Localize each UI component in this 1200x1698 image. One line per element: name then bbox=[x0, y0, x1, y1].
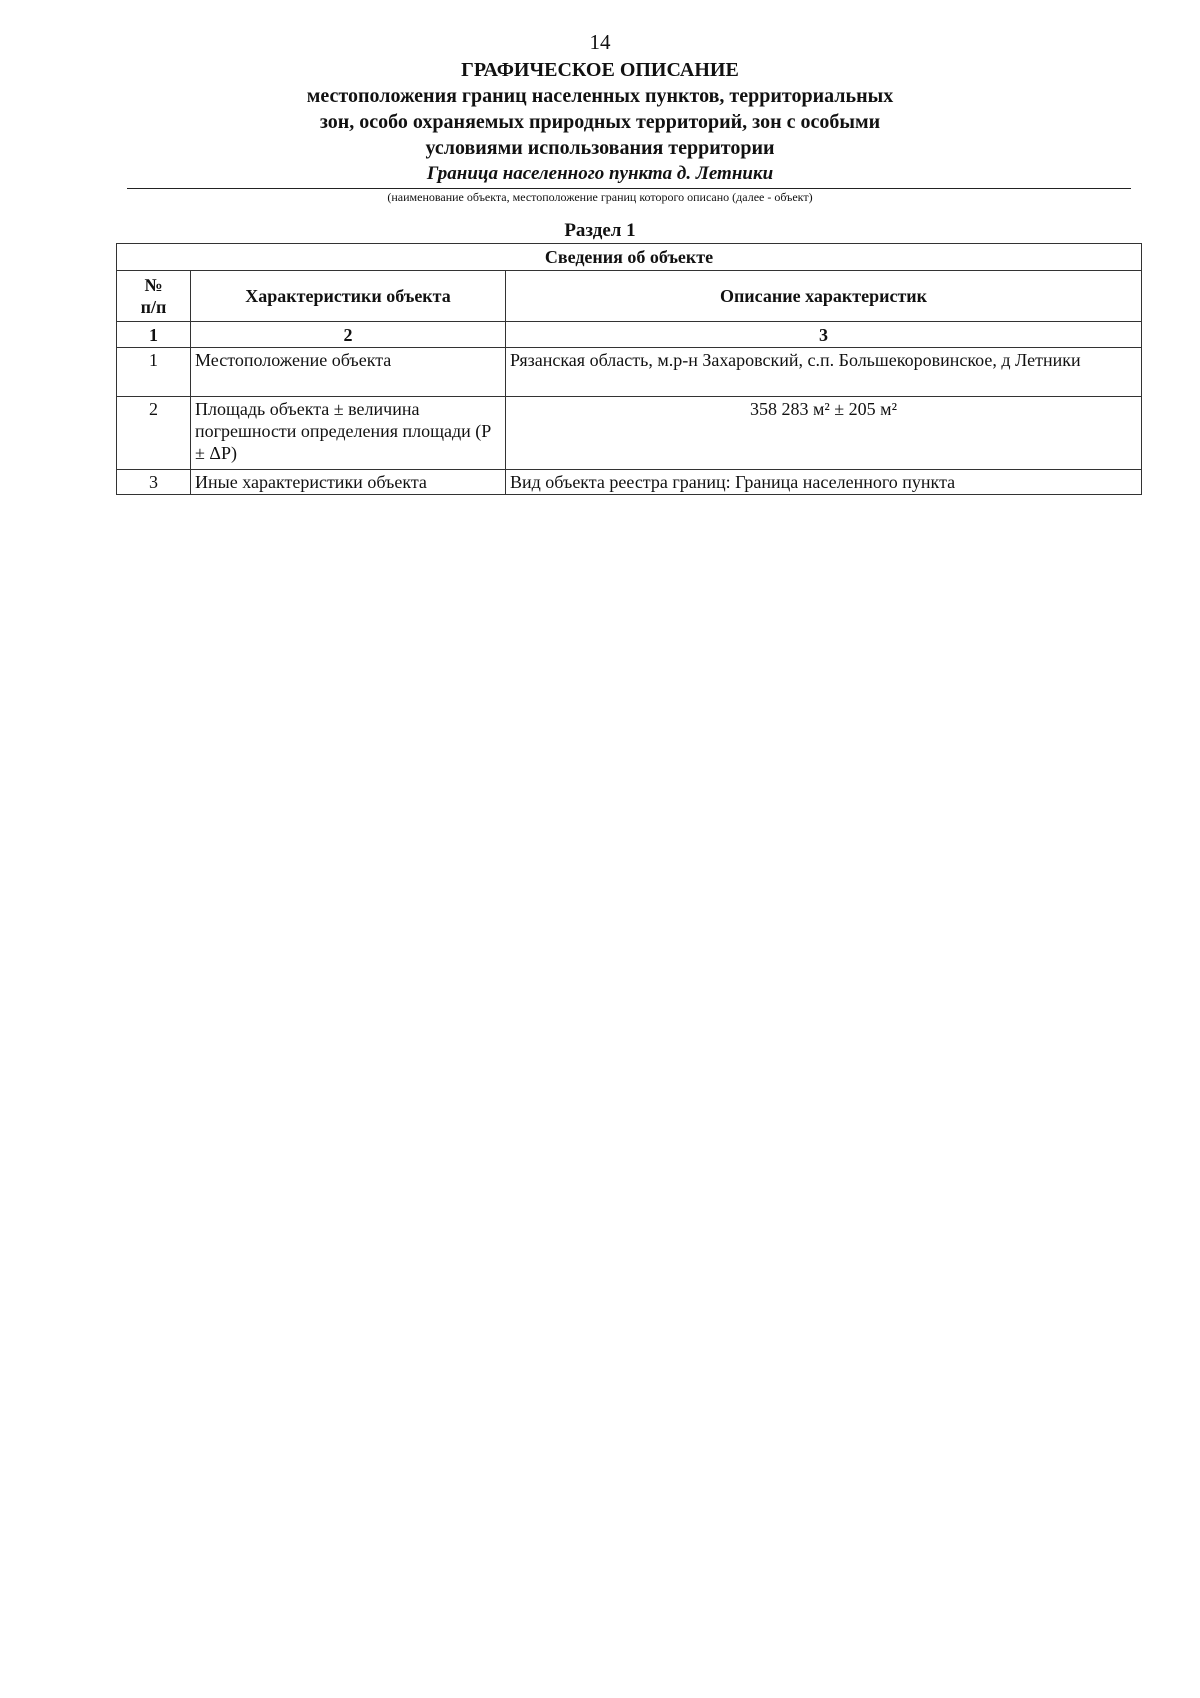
row-num: 3 bbox=[117, 470, 191, 495]
row-description: Вид объекта реестра границ: Граница населенного пункта bbox=[506, 470, 1142, 495]
table-row bbox=[117, 348, 1142, 397]
column-number-1: 1 bbox=[117, 322, 191, 348]
row-characteristic: Местоположение объекта bbox=[191, 348, 506, 397]
header-num: № п/п bbox=[117, 271, 191, 322]
row-description: 358 283 м² ± 205 м² bbox=[506, 397, 1142, 470]
row-description: Рязанская область, м.р-н Захаровский, с.п. Большекоровинское, д Летники bbox=[506, 348, 1142, 397]
column-number-3: 3 bbox=[506, 322, 1142, 348]
table-row bbox=[117, 470, 1142, 495]
document-title bbox=[0, 57, 1200, 161]
row-num: 2 bbox=[117, 397, 191, 470]
object-info-table bbox=[116, 243, 1142, 495]
title-line-2: зон, особо охраняемых природных территорий, зон с особыми bbox=[319, 111, 881, 133]
title-line-1: местоположения границ населенных пунктов, территориальных bbox=[306, 85, 894, 107]
column-number-row bbox=[117, 322, 1142, 348]
page-number: 14 bbox=[589, 30, 611, 54]
row-characteristic: Площадь объекта ± величина погрешности определения площади (P ± ΔP) bbox=[191, 397, 506, 470]
object-name-underline bbox=[127, 188, 1131, 189]
table-row bbox=[117, 397, 1142, 470]
column-number-2: 2 bbox=[191, 322, 506, 348]
header-characteristic: Характеристики объекта bbox=[191, 271, 506, 322]
object-name-caption: (наименование объекта, местоположение границ которого описано (далее - объект) bbox=[387, 190, 813, 204]
header-description: Описание характеристик bbox=[506, 271, 1142, 322]
object-name: Граница населенного пункта д. Летники bbox=[426, 163, 774, 184]
table-caption: Сведения об объекте bbox=[117, 244, 1142, 271]
section-title: Раздел 1 bbox=[564, 220, 636, 241]
row-num: 1 bbox=[117, 348, 191, 397]
title-line-3: условиями использования территории bbox=[425, 137, 775, 159]
table-caption-row bbox=[117, 244, 1142, 271]
title-heading: ГРАФИЧЕСКОЕ ОПИСАНИЕ bbox=[461, 59, 739, 81]
row-characteristic: Иные характеристики объекта bbox=[191, 470, 506, 495]
table-header-row bbox=[117, 271, 1142, 322]
